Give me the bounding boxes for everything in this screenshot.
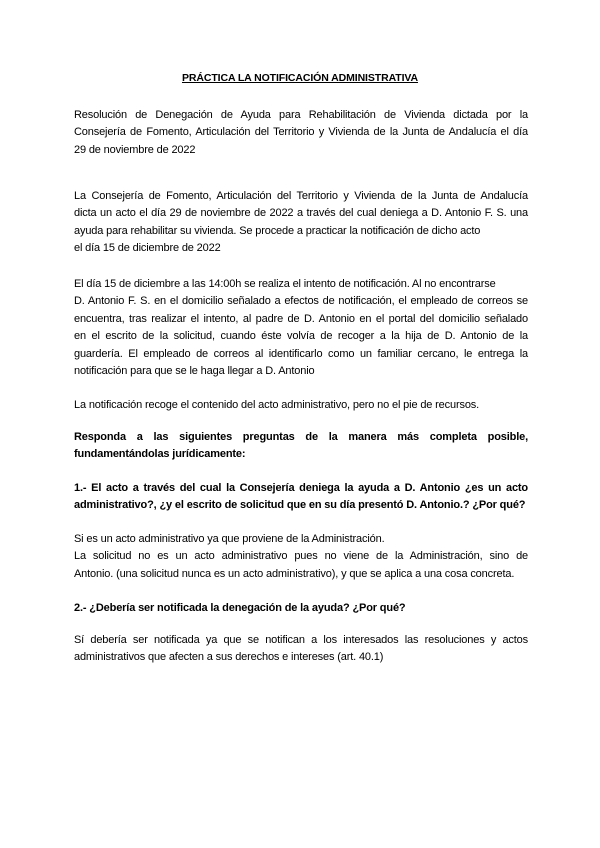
instruction-line: fundamentándolas jurídicamente: [74,448,246,461]
intro-line: Consejería de Fomento, Articulación del Territorio y Vivienda de la Junta de Andalucía el día [74,126,528,139]
facts-paragraph [74,188,528,258]
answer-2-line: Sí debería ser notificada ya que se notifican a los interesados las resoluciones y actos [74,634,528,646]
facts-line: dicta un acto el día 29 de noviembre de 2022 a través del cual deniega a D. Antonio F. S. una [74,207,528,220]
attempt-line: El día 15 de diciembre a las 14:00h se realiza el intento de notificación. Al no encontrarse [74,278,496,290]
question-1 [74,480,528,515]
attempt-line: D. Antonio F. S. en el domicilio señalado a efectos de notificación, el empleado de correos se [74,295,528,308]
facts-line: La Consejería de Fomento, Articulación del Territorio y Vivienda de la Junta de Andalucía [74,190,528,202]
instruction-line: Responda a las siguientes preguntas de la manera más completa posible, [74,431,528,443]
intro-line: Resolución de Denegación de Ayuda para Rehabilitación de Vivienda dictada por la [74,109,528,121]
attempt-line: notificación para que se le haga llegar a D. Antonio [74,365,315,378]
answer-2 [74,632,528,667]
facts-line: el día 15 de diciembre de 2022 [74,242,221,255]
question-2 [74,600,528,617]
document-title: PRÁCTICA LA NOTIFICACIÓN ADMINISTRATIVA [181,72,419,84]
attempt-paragraph [74,276,528,380]
answer-1-line: Si es un acto administrativo ya que proviene de la Administración. [74,533,385,545]
intro-paragraph [74,107,528,159]
question-1-line: 1.- El acto a través del cual la Consejería deniega la ayuda a D. Antonio ¿es un acto [74,482,528,494]
answer-1 [74,531,528,583]
content-note-line: La notificación recoge el contenido del acto administrativo, pero no el pie de recursos. [74,399,480,411]
question-1-line: administrativo?, ¿y el escrito de solicitud que en su día presentó D. Antonio.? ¿Por qué? [74,499,526,512]
question-2-line: 2.- ¿Debería ser notificada la denegación de la ayuda? ¿Por qué? [74,602,406,614]
attempt-line: guardería. El empleado de correos al identificarlo como un familiar cercano, le entrega la [74,347,528,360]
answer-1-line: Antonio. (una solicitud nunca es un acto administrativo), y que se aplica a una cosa concreta. [74,567,515,580]
answer-1-line: La solicitud no es un acto administrativo pues no viene de la Administración, sino de [74,550,528,563]
content-note [74,397,528,414]
facts-line: ayuda para rehabilitar su vivienda. Se procede a practicar la notificación de dicho acto [74,224,481,237]
instructions-paragraph [74,429,528,464]
attempt-line: en el escrito de la solicitud, cuando éste volvía de recoger a la hija de D. Antonio de la [74,330,528,343]
attempt-line: encuentra, tras realizar el intento, al padre de D. Antonio en el portal del domicilio señalado [74,312,528,325]
answer-2-line: administrativos que afecten a sus derechos e intereses (art. 40.1) [74,651,384,664]
intro-line: 29 de noviembre de 2022 [74,143,196,156]
